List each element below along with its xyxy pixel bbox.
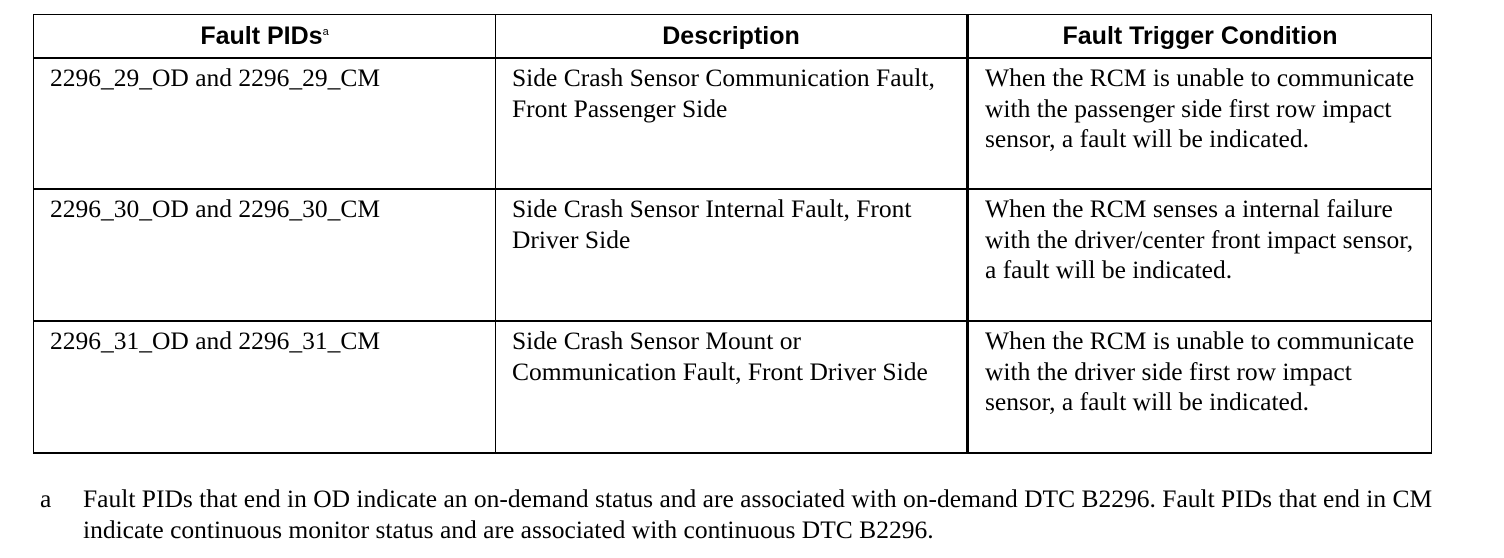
footnote-text: Fault PIDs that end in OD indicate an on-demand status and are associated with on-demand DTC B2296. Fault PIDs that end in CM indicate continuous monitor status and are associated with continuous DTC B2296. <box>83 484 1433 544</box>
description-cell: Side Crash Sensor Mount or Communication Fault, Front Driver Side <box>496 321 968 453</box>
trigger-condition-cell: When the RCM senses a internal failure with the driver/center front impact sensor, a fault will be indicated. <box>968 189 1432 321</box>
table-row <box>34 189 1432 321</box>
footnote-mark: a <box>40 484 52 513</box>
trigger-condition-cell: When the RCM is unable to communicate with the passenger side first row impact sensor, a fault will be indicated. <box>968 58 1432 189</box>
description-cell: Side Crash Sensor Communication Fault, Front Passenger Side <box>496 58 968 189</box>
column-header-description: Description <box>496 15 968 59</box>
column-header-trigger-condition: Fault Trigger Condition <box>968 15 1432 59</box>
fault-pids-cell: 2296_30_OD and 2296_30_CM <box>34 189 496 321</box>
description-cell: Side Crash Sensor Internal Fault, Front Driver Side <box>496 189 968 321</box>
table-row <box>34 321 1432 453</box>
table-row <box>34 58 1432 189</box>
trigger-condition-cell: When the RCM is unable to communicate with the driver side first row impact sensor, a fault will be indicated. <box>968 321 1432 453</box>
fault-pids-cell: 2296_29_OD and 2296_29_CM <box>34 58 496 189</box>
fault-pids-header-label: Fault PIDs <box>200 21 323 50</box>
footnote-reference-mark: a <box>322 25 329 38</box>
fault-pid-table <box>33 14 1432 454</box>
column-header-fault-pids <box>34 15 496 59</box>
table-header-row <box>34 15 1432 59</box>
table-footnote <box>40 484 1440 545</box>
fault-pids-cell: 2296_31_OD and 2296_31_CM <box>34 321 496 453</box>
